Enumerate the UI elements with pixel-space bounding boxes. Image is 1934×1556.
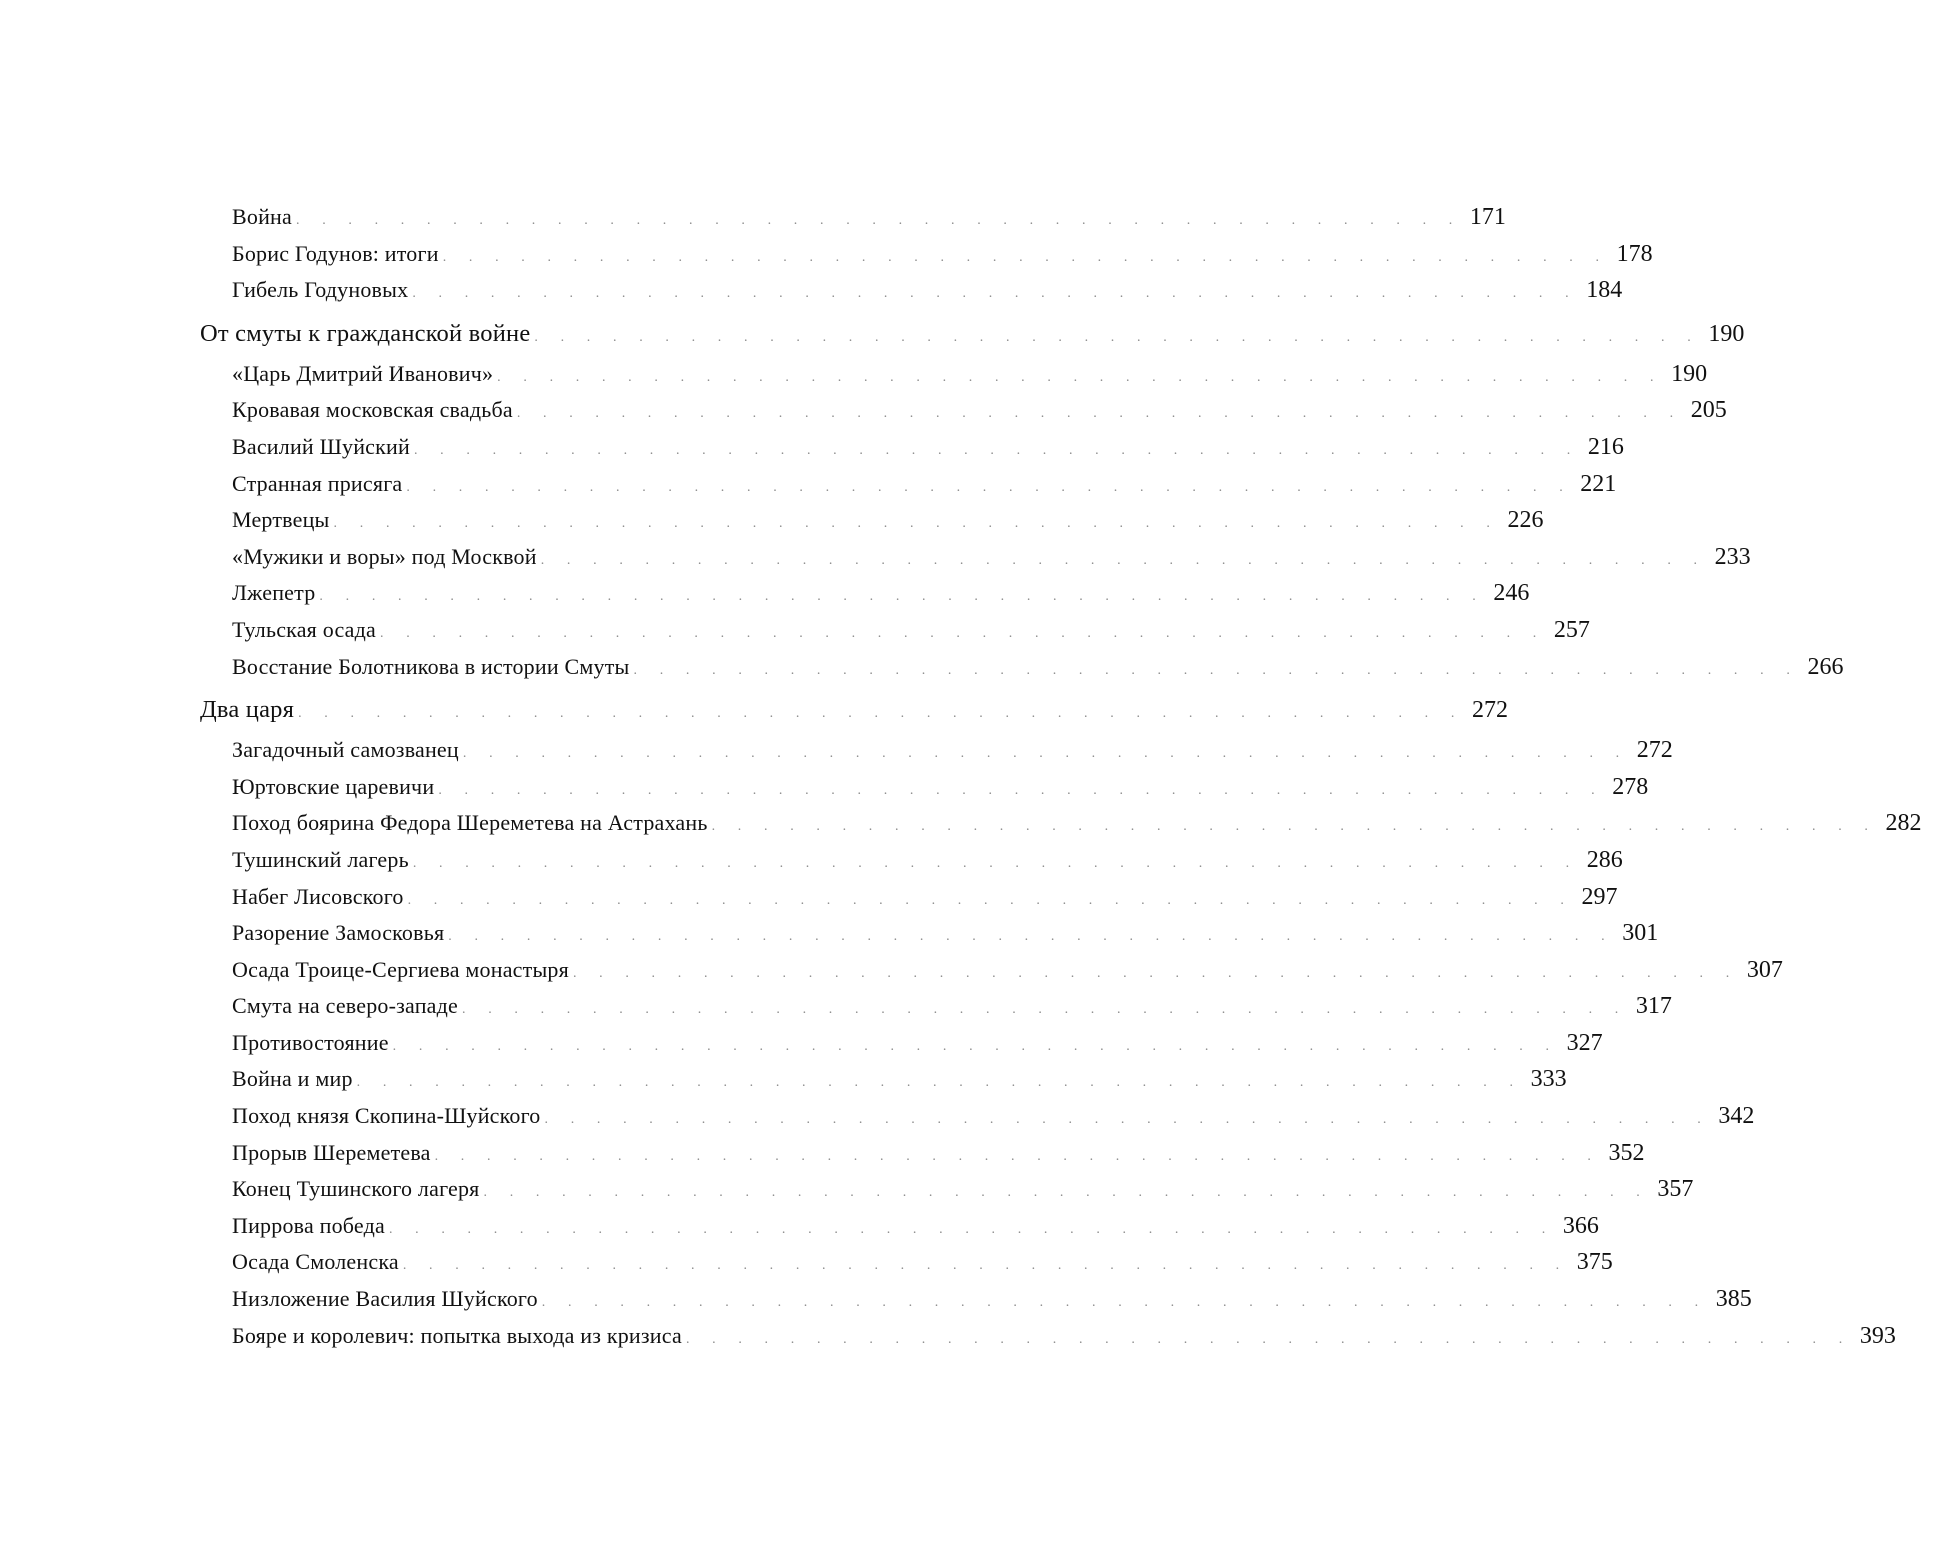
toc-entry[interactable] [200,805,1922,842]
toc-entry[interactable] [200,539,1751,576]
toc-entry[interactable] [200,1098,1755,1135]
toc-entry[interactable] [200,502,1544,539]
toc-entry-page: 333 [1530,1066,1567,1093]
dot-leader: . . . . . . . . . . . . . . . . . . . . . . . . . . . . . . . . . . . . . . . . . . . . . [402,1258,1569,1274]
toc-entry-title: Юртовские царевичи [232,773,435,799]
toc-entry[interactable] [200,988,1672,1025]
toc-entry[interactable] [200,356,1708,393]
toc-entry-page: 286 [1586,846,1623,873]
toc-entry[interactable] [200,952,1783,989]
toc-entry[interactable] [200,236,1653,273]
toc-entry[interactable] [200,429,1624,466]
dot-leader: . . . . . . . . . . . . . . . . . . . . . . . . . . . . . . . . . . . . . . . . . . . . . [711,819,1878,835]
toc-entry-title: Странная присяга [232,470,403,496]
dot-leader: . . . . . . . . . . . . . . . . . . . . . . . . . . . . . . . . . . . . . . . . . . . . . [541,1295,1708,1311]
toc-chapter-title: Два царя [200,696,295,724]
dot-leader: . . . . . . . . . . . . . . . . . . . . . . . . . . . . . . . . . . . . . . . . . . . . . [296,213,1462,228]
toc-entry-title: Василий Шуйский [232,433,410,459]
toc-entry-title: Конец Тушинского лагеря [232,1176,480,1202]
dot-leader: . . . . . . . . . . . . . . . . . . . . . . . . . . . . . . . . . . . . . . . . . . . . . [685,1331,1852,1347]
dot-leader: . . . . . . . . . . . . . . . . . . . . . . . . . . . . . . . . . . . . . . . . . . . . . [380,625,1546,641]
dot-leader: . . . . . . . . . . . . . . . . . . . . . . . . . . . . . . . . . . . . . . . . . . . . . [406,479,1573,495]
toc-entry[interactable] [200,575,1530,612]
dot-leader: . . . . . . . . . . . . . . . . . . . . . . . . . . . . . . . . . . . . . . . . . . . . . [483,1185,1650,1201]
toc-entry-title: Смута на северо-западе [232,993,458,1019]
toc-chapter-page: 272 [1471,697,1508,724]
toc-entry-title: Низложение Василия Шуйского [232,1286,538,1312]
toc-entry-title: Поход боярина Федора Шереметева на Астрахань [232,810,708,836]
toc-entry-title: Осада Троице-Сергиева монастыря [232,956,569,982]
toc-entry[interactable] [200,1025,1603,1062]
toc-entry-title: Гибель Годуновых [232,277,409,303]
toc-entry-page: 352 [1608,1139,1645,1166]
dot-leader: . . . . . . . . . . . . . . . . . . . . . . . . . . . . . . . . . . . . . . . . . . . . . [392,1038,1559,1054]
toc-entry-page: 178 [1616,240,1653,267]
toc-entry-title: Война и мир [232,1066,353,1092]
toc-entry-page: 205 [1690,397,1727,424]
toc-entry-page: 297 [1581,883,1618,910]
toc-entry[interactable] [200,1318,1896,1355]
toc-entry-title: Война [232,204,292,229]
toc-entry-page: 257 [1553,616,1590,643]
toc-entry-title: Мертвецы [232,507,330,533]
toc-entry-title: Восстание Болотникова в истории Смуты [232,653,630,679]
toc-entry[interactable] [200,466,1617,503]
toc-entry[interactable] [200,272,1623,309]
toc-entry-title: Лжепетр [232,580,316,606]
toc-entry-page: 357 [1657,1176,1694,1203]
toc-entry-page: 366 [1562,1212,1599,1239]
dot-leader: . . . . . . . . . . . . . . . . . . . . . . . . . . . . . . . . . . . . . . . . . . . . . [298,706,1464,722]
dot-leader: . . . . . . . . . . . . . . . . . . . . . . . . . . . . . . . . . . . . . . . . . . . . . [413,442,1580,458]
toc-entry-title: Разорение Замосковья [232,920,445,946]
dot-leader: . . . . . . . . . . . . . . . . . . . . . . . . . . . . . . . . . . . . . . . . . . . . . [544,1112,1711,1128]
toc-entry-page: 226 [1507,507,1544,534]
toc-entry[interactable] [200,842,1623,879]
toc-entry-page: 393 [1859,1322,1896,1349]
toc-chapter[interactable] [200,312,1745,356]
dot-leader: . . . . . . . . . . . . . . . . . . . . . . . . . . . . . . . . . . . . . . . . . . . . . [462,746,1629,762]
toc-entry-title: Загадочный самозванец [232,737,459,763]
toc-entry[interactable] [200,1208,1599,1245]
toc-entry-title: Кровавая московская свадьба [232,397,513,423]
toc-entry[interactable] [200,199,1506,236]
toc-entry[interactable] [200,649,1844,686]
dot-leader: . . . . . . . . . . . . . . . . . . . . . . . . . . . . . . . . . . . . . . . . . . . . . [412,855,1579,871]
toc-entry-page: 184 [1586,277,1623,304]
toc-entry-page: 282 [1885,810,1922,837]
toc-entry[interactable] [200,612,1590,649]
toc-entry-title: Поход князя Скопина-Шуйского [232,1103,541,1129]
dot-leader: . . . . . . . . . . . . . . . . . . . . . . . . . . . . . . . . . . . . . . . . . . . . . [497,369,1664,385]
toc-entry[interactable] [200,1061,1567,1098]
dot-leader: . . . . . . . . . . . . . . . . . . . . . . . . . . . . . . . . . . . . . . . . . . . . . [540,552,1707,568]
toc-entry-page: 216 [1587,433,1624,460]
toc-entry-page: 272 [1636,737,1673,764]
dot-leader: . . . . . . . . . . . . . . . . . . . . . . . . . . . . . . . . . . . . . . . . . . . . . [633,662,1800,678]
toc-entry-title: «Мужики и воры» под Москвой [232,543,537,569]
toc-entry[interactable] [200,1281,1752,1318]
dot-leader: . . . . . . . . . . . . . . . . . . . . . . . . . . . . . . . . . . . . . . . . . . . . . [333,516,1500,532]
toc-entry[interactable] [200,392,1727,429]
toc-entry-page: 278 [1612,773,1649,800]
toc-entry-page: 385 [1715,1286,1752,1313]
toc-entry-page: 246 [1493,580,1530,607]
dot-leader: . . . . . . . . . . . . . . . . . . . . . . . . . . . . . . . . . . . . . . . . . . . . . [434,1148,1601,1164]
toc-entry-page: 233 [1714,543,1751,570]
toc-entry[interactable] [200,915,1659,952]
toc-chapter[interactable] [200,688,1508,732]
toc-entry-title: Противостояние [232,1029,389,1055]
dot-leader: . . . . . . . . . . . . . . . . . . . . . . . . . . . . . . . . . . . . . . . . . . . . . [516,406,1683,422]
toc-entry-title: Осада Смоленска [232,1249,399,1275]
toc-entry[interactable] [200,1171,1694,1208]
toc-entry-page: 327 [1566,1029,1603,1056]
dot-leader: . . . . . . . . . . . . . . . . . . . . . . . . . . . . . . . . . . . . . . . . . . . . . [438,782,1605,798]
toc-entry[interactable] [200,879,1618,916]
toc-entry-page: 301 [1622,920,1659,947]
toc-entry-title: Тушинский лагерь [232,846,409,872]
dot-leader: . . . . . . . . . . . . . . . . . . . . . . . . . . . . . . . . . . . . . . . . . . . . . [319,589,1486,605]
toc-entry-page: 190 [1671,360,1708,387]
dot-leader: . . . . . . . . . . . . . . . . . . . . . . . . . . . . . . . . . . . . . . . . . . . . . [412,286,1579,302]
toc-entry-title: Прорыв Шереметева [232,1139,431,1165]
toc-entry-page: 342 [1718,1103,1755,1130]
toc-entry-page: 221 [1580,470,1617,497]
toc-entry-page: 307 [1746,956,1783,983]
dot-leader: . . . . . . . . . . . . . . . . . . . . . . . . . . . . . . . . . . . . . . . . . . . . . [462,1002,1628,1018]
toc-entry-title: Бояре и королевич: попытка выхода из кризиса [232,1322,682,1348]
dot-leader: . . . . . . . . . . . . . . . . . . . . . . . . . . . . . . . . . . . . . . . . . . . . . [448,929,1615,945]
toc-entry-title: «Царь Дмитрий Иванович» [232,360,494,386]
dot-leader: . . . . . . . . . . . . . . . . . . . . . . . . . . . . . . . . . . . . . . . . . . . . . [356,1075,1523,1091]
toc-chapter-page: 190 [1708,320,1745,347]
toc-entry[interactable] [200,1135,1645,1172]
toc-chapter-title: От смуты к гражданской войне [200,319,531,347]
dot-leader: . . . . . . . . . . . . . . . . . . . . . . . . . . . . . . . . . . . . . . . . . . . . . [572,965,1739,981]
toc-entry-title: Борис Годунов: итоги [232,240,439,266]
dot-leader: . . . . . . . . . . . . . . . . . . . . . . . . . . . . . . . . . . . . . . . . . . . . . [388,1221,1555,1237]
toc-entry[interactable] [200,1244,1613,1281]
toc-entry-page: 171 [1469,204,1506,230]
toc-entry-title: Тульская осада [232,616,376,642]
dot-leader: . . . . . . . . . . . . . . . . . . . . . . . . . . . . . . . . . . . . . . . . . . . . . [442,249,1609,265]
toc-entry-title: Пиррова победа [232,1212,385,1238]
dot-leader: . . . . . . . . . . . . . . . . . . . . . . . . . . . . . . . . . . . . . . . . . . . . . [407,892,1574,908]
toc-entry-page: 266 [1807,653,1844,680]
toc-entry-title: Набег Лисовского [232,883,404,909]
toc-entry-page: 317 [1635,993,1672,1020]
toc-entry[interactable] [200,769,1649,806]
dot-leader: . . . . . . . . . . . . . . . . . . . . . . . . . . . . . . . . . . . . . . . . . . . . . [534,329,1701,345]
table-of-contents [200,199,1922,1354]
toc-entry[interactable] [200,732,1673,769]
toc-entry-page: 375 [1576,1249,1613,1276]
